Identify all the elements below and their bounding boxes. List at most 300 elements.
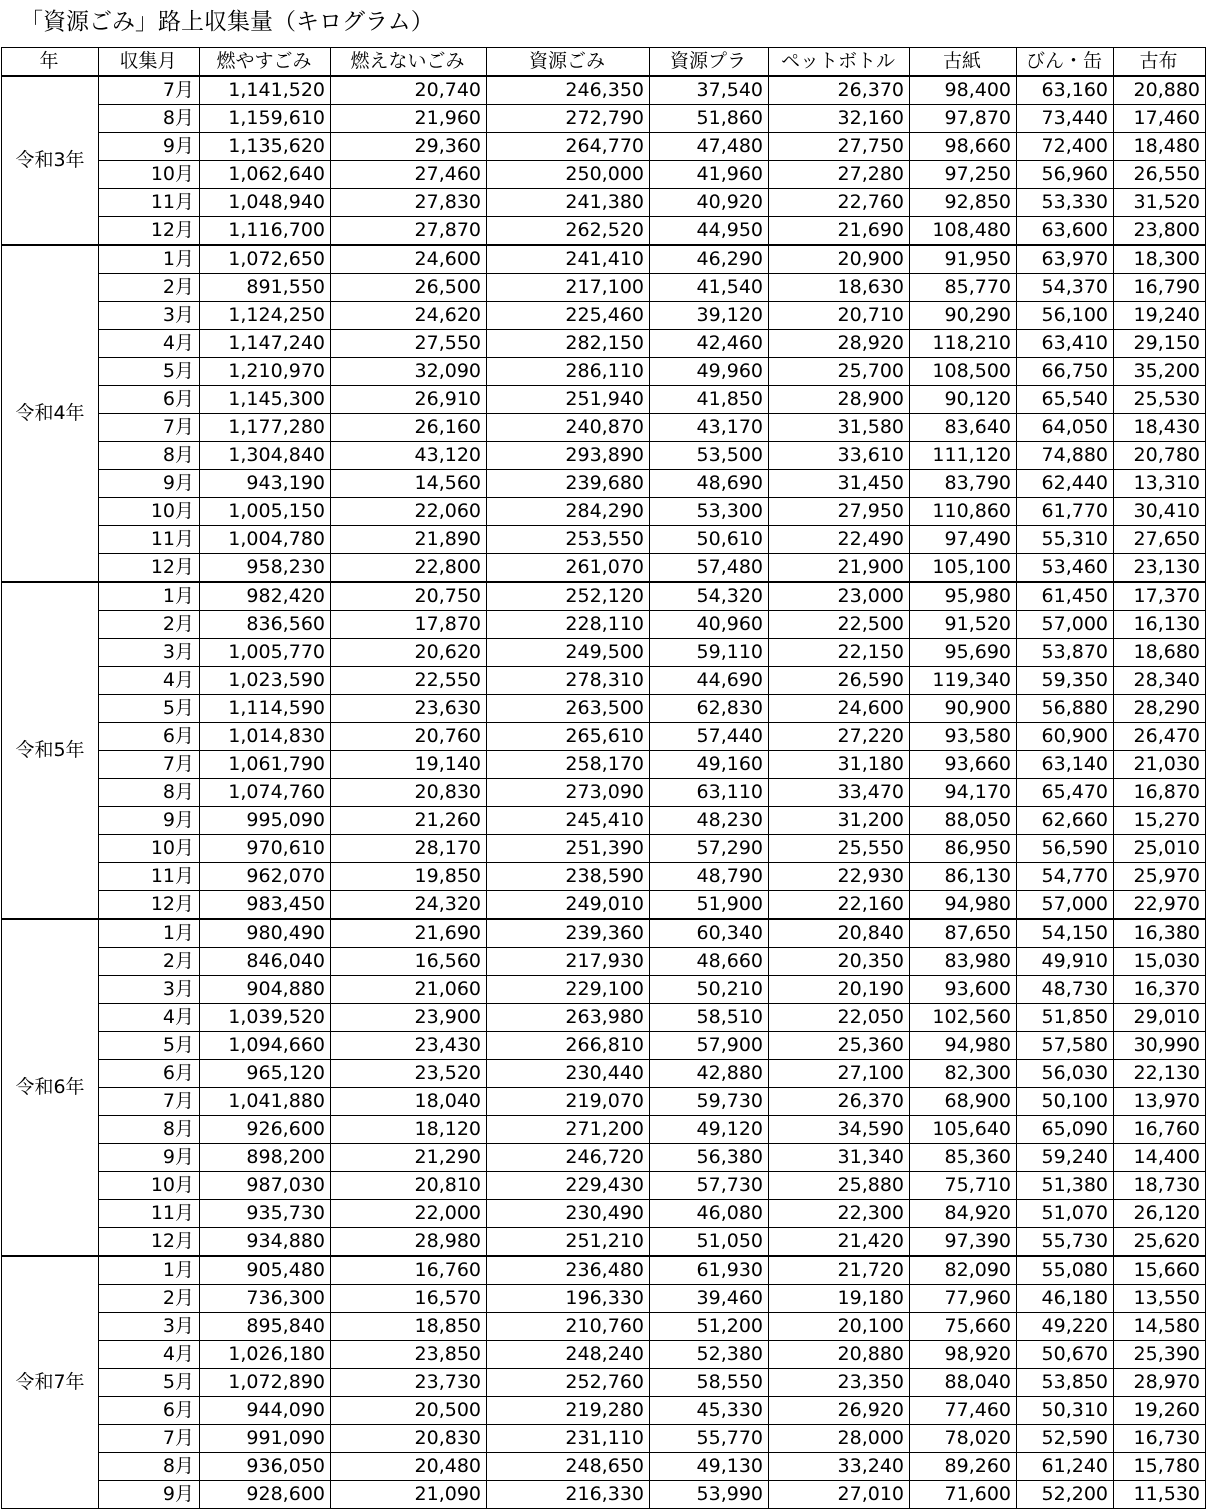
table-row — [2, 554, 1206, 583]
cell-paper: 105,100 — [910, 554, 1017, 583]
cell-non-burnable: 26,910 — [331, 386, 487, 414]
cell-resources: 248,650 — [487, 1453, 650, 1481]
table-row — [2, 1144, 1206, 1172]
cell-cloth: 23,130 — [1114, 554, 1206, 583]
cell-paper: 88,040 — [910, 1369, 1017, 1397]
cell-month: 11月 — [99, 1200, 200, 1228]
cell-paper: 77,960 — [910, 1285, 1017, 1313]
cell-bottles-cans: 53,460 — [1017, 554, 1114, 583]
header-row — [2, 48, 1206, 77]
cell-non-burnable: 29,360 — [331, 133, 487, 161]
cell-plastic: 46,080 — [650, 1200, 769, 1228]
cell-month: 8月 — [99, 105, 200, 133]
cell-plastic: 41,850 — [650, 386, 769, 414]
cell-cloth: 18,730 — [1114, 1172, 1206, 1200]
cell-non-burnable: 18,850 — [331, 1313, 487, 1341]
cell-plastic: 39,120 — [650, 302, 769, 330]
cell-plastic: 63,110 — [650, 779, 769, 807]
table-row — [2, 1172, 1206, 1200]
cell-pet-bottle: 31,180 — [769, 751, 910, 779]
table-row — [2, 245, 1206, 274]
cell-burnable: 944,090 — [200, 1397, 331, 1425]
cell-resources: 245,410 — [487, 807, 650, 835]
cell-paper: 93,600 — [910, 976, 1017, 1004]
cell-paper: 98,660 — [910, 133, 1017, 161]
header-cloth: 古布 — [1114, 48, 1206, 77]
cell-pet-bottle: 28,920 — [769, 330, 910, 358]
cell-resources: 251,940 — [487, 386, 650, 414]
cell-bottles-cans: 59,240 — [1017, 1144, 1114, 1172]
cell-plastic: 39,460 — [650, 1285, 769, 1313]
cell-non-burnable: 27,830 — [331, 189, 487, 217]
cell-cloth: 18,300 — [1114, 245, 1206, 274]
cell-pet-bottle: 20,900 — [769, 245, 910, 274]
cell-resources: 264,770 — [487, 133, 650, 161]
cell-pet-bottle: 25,700 — [769, 358, 910, 386]
table-row — [2, 835, 1206, 863]
cell-burnable: 962,070 — [200, 863, 331, 891]
cell-paper: 83,790 — [910, 470, 1017, 498]
cell-non-burnable: 26,160 — [331, 414, 487, 442]
cell-cloth: 26,470 — [1114, 723, 1206, 751]
cell-pet-bottle: 24,600 — [769, 695, 910, 723]
cell-cloth: 18,680 — [1114, 639, 1206, 667]
cell-cloth: 30,410 — [1114, 498, 1206, 526]
cell-paper: 98,920 — [910, 1341, 1017, 1369]
cell-burnable: 846,040 — [200, 948, 331, 976]
cell-paper: 90,290 — [910, 302, 1017, 330]
cell-cloth: 15,030 — [1114, 948, 1206, 976]
cell-plastic: 50,210 — [650, 976, 769, 1004]
table-row — [2, 274, 1206, 302]
table-row — [2, 1116, 1206, 1144]
cell-non-burnable: 27,460 — [331, 161, 487, 189]
cell-paper: 108,480 — [910, 217, 1017, 246]
cell-resources: 282,150 — [487, 330, 650, 358]
cell-paper: 119,340 — [910, 667, 1017, 695]
cell-resources: 246,350 — [487, 76, 650, 105]
cell-cloth: 17,460 — [1114, 105, 1206, 133]
cell-bottles-cans: 57,580 — [1017, 1032, 1114, 1060]
cell-non-burnable: 23,730 — [331, 1369, 487, 1397]
cell-month: 9月 — [99, 807, 200, 835]
cell-bottles-cans: 53,850 — [1017, 1369, 1114, 1397]
cell-non-burnable: 16,760 — [331, 1256, 487, 1285]
cell-cloth: 17,370 — [1114, 582, 1206, 611]
cell-bottles-cans: 50,100 — [1017, 1088, 1114, 1116]
cell-plastic: 44,690 — [650, 667, 769, 695]
cell-month: 10月 — [99, 835, 200, 863]
cell-pet-bottle: 25,550 — [769, 835, 910, 863]
cell-resources: 258,170 — [487, 751, 650, 779]
year-cell: 令和3年 — [2, 76, 99, 245]
cell-paper: 111,120 — [910, 442, 1017, 470]
cell-pet-bottle: 21,900 — [769, 554, 910, 583]
cell-cloth: 16,130 — [1114, 611, 1206, 639]
cell-non-burnable: 32,090 — [331, 358, 487, 386]
cell-paper: 83,640 — [910, 414, 1017, 442]
cell-bottles-cans: 56,590 — [1017, 835, 1114, 863]
cell-paper: 91,950 — [910, 245, 1017, 274]
cell-pet-bottle: 20,350 — [769, 948, 910, 976]
cell-pet-bottle: 26,590 — [769, 667, 910, 695]
cell-pet-bottle: 20,710 — [769, 302, 910, 330]
cell-cloth: 28,290 — [1114, 695, 1206, 723]
table-row — [2, 105, 1206, 133]
cell-resources: 240,870 — [487, 414, 650, 442]
cell-paper: 82,090 — [910, 1256, 1017, 1285]
cell-bottles-cans: 53,330 — [1017, 189, 1114, 217]
cell-month: 2月 — [99, 611, 200, 639]
cell-cloth: 16,790 — [1114, 274, 1206, 302]
cell-bottles-cans: 56,030 — [1017, 1060, 1114, 1088]
cell-non-burnable: 20,760 — [331, 723, 487, 751]
cell-resources: 236,480 — [487, 1256, 650, 1285]
cell-cloth: 27,650 — [1114, 526, 1206, 554]
cell-bottles-cans: 52,200 — [1017, 1481, 1114, 1509]
cell-cloth: 22,970 — [1114, 891, 1206, 920]
cell-month: 3月 — [99, 302, 200, 330]
cell-burnable: 905,480 — [200, 1256, 331, 1285]
cell-non-burnable: 23,900 — [331, 1004, 487, 1032]
cell-cloth: 26,120 — [1114, 1200, 1206, 1228]
cell-paper: 86,130 — [910, 863, 1017, 891]
cell-burnable: 987,030 — [200, 1172, 331, 1200]
cell-resources: 225,460 — [487, 302, 650, 330]
cell-cloth: 16,760 — [1114, 1116, 1206, 1144]
cell-bottles-cans: 46,180 — [1017, 1285, 1114, 1313]
cell-pet-bottle: 33,610 — [769, 442, 910, 470]
cell-burnable: 895,840 — [200, 1313, 331, 1341]
cell-cloth: 14,400 — [1114, 1144, 1206, 1172]
cell-resources: 272,790 — [487, 105, 650, 133]
cell-non-burnable: 20,830 — [331, 1425, 487, 1453]
cell-pet-bottle: 22,300 — [769, 1200, 910, 1228]
cell-burnable: 995,090 — [200, 807, 331, 835]
cell-cloth: 21,030 — [1114, 751, 1206, 779]
cell-plastic: 60,340 — [650, 919, 769, 948]
cell-burnable: 1,124,250 — [200, 302, 331, 330]
cell-non-burnable: 21,890 — [331, 526, 487, 554]
cell-resources: 263,500 — [487, 695, 650, 723]
cell-bottles-cans: 61,240 — [1017, 1453, 1114, 1481]
cell-resources: 252,120 — [487, 582, 650, 611]
cell-month: 12月 — [99, 217, 200, 246]
cell-pet-bottle: 31,340 — [769, 1144, 910, 1172]
table-row — [2, 1397, 1206, 1425]
cell-pet-bottle: 27,750 — [769, 133, 910, 161]
table-row — [2, 723, 1206, 751]
cell-plastic: 56,380 — [650, 1144, 769, 1172]
cell-month: 9月 — [99, 470, 200, 498]
cell-bottles-cans: 62,440 — [1017, 470, 1114, 498]
cell-resources: 239,360 — [487, 919, 650, 948]
cell-burnable: 935,730 — [200, 1200, 331, 1228]
cell-burnable: 1,004,780 — [200, 526, 331, 554]
cell-plastic: 48,230 — [650, 807, 769, 835]
cell-month: 7月 — [99, 414, 200, 442]
table-row — [2, 498, 1206, 526]
year-cell: 令和7年 — [2, 1256, 99, 1509]
cell-bottles-cans: 51,070 — [1017, 1200, 1114, 1228]
cell-pet-bottle: 27,100 — [769, 1060, 910, 1088]
cell-plastic: 59,110 — [650, 639, 769, 667]
table-row — [2, 1256, 1206, 1285]
table-row — [2, 1481, 1206, 1509]
page-title: 「資源ごみ」路上収集量（キログラム） — [20, 9, 434, 35]
cell-non-burnable: 17,870 — [331, 611, 487, 639]
cell-burnable: 1,135,620 — [200, 133, 331, 161]
cell-resources: 249,010 — [487, 891, 650, 920]
table-row — [2, 1004, 1206, 1032]
cell-plastic: 37,540 — [650, 76, 769, 105]
cell-month: 5月 — [99, 1032, 200, 1060]
cell-cloth: 19,240 — [1114, 302, 1206, 330]
cell-paper: 88,050 — [910, 807, 1017, 835]
cell-cloth: 16,370 — [1114, 976, 1206, 1004]
cell-pet-bottle: 33,240 — [769, 1453, 910, 1481]
cell-resources: 238,590 — [487, 863, 650, 891]
cell-burnable: 1,304,840 — [200, 442, 331, 470]
cell-burnable: 1,114,590 — [200, 695, 331, 723]
cell-paper: 89,260 — [910, 1453, 1017, 1481]
cell-bottles-cans: 55,310 — [1017, 526, 1114, 554]
cell-paper: 90,900 — [910, 695, 1017, 723]
cell-pet-bottle: 27,220 — [769, 723, 910, 751]
header-paper: 古紙 — [910, 48, 1017, 77]
cell-pet-bottle: 20,190 — [769, 976, 910, 1004]
cell-bottles-cans: 63,140 — [1017, 751, 1114, 779]
cell-paper: 105,640 — [910, 1116, 1017, 1144]
cell-month: 10月 — [99, 1172, 200, 1200]
cell-cloth: 25,970 — [1114, 863, 1206, 891]
cell-non-burnable: 23,430 — [331, 1032, 487, 1060]
cell-paper: 97,870 — [910, 105, 1017, 133]
cell-month: 2月 — [99, 948, 200, 976]
cell-bottles-cans: 53,870 — [1017, 639, 1114, 667]
year-cell: 令和5年 — [2, 582, 99, 919]
cell-cloth: 28,970 — [1114, 1369, 1206, 1397]
cell-non-burnable: 22,550 — [331, 667, 487, 695]
cell-resources: 284,290 — [487, 498, 650, 526]
cell-plastic: 55,770 — [650, 1425, 769, 1453]
table-row — [2, 807, 1206, 835]
cell-bottles-cans: 56,880 — [1017, 695, 1114, 723]
cell-bottles-cans: 54,770 — [1017, 863, 1114, 891]
table-row — [2, 863, 1206, 891]
cell-month: 11月 — [99, 526, 200, 554]
cell-pet-bottle: 34,590 — [769, 1116, 910, 1144]
collection-table — [1, 47, 1206, 1509]
cell-plastic: 53,990 — [650, 1481, 769, 1509]
cell-burnable: 943,190 — [200, 470, 331, 498]
cell-plastic: 49,960 — [650, 358, 769, 386]
cell-burnable: 1,210,970 — [200, 358, 331, 386]
cell-plastic: 44,950 — [650, 217, 769, 246]
table-row — [2, 358, 1206, 386]
cell-cloth: 22,130 — [1114, 1060, 1206, 1088]
cell-cloth: 35,200 — [1114, 358, 1206, 386]
table-row — [2, 76, 1206, 105]
table-row — [2, 976, 1206, 1004]
cell-bottles-cans: 57,000 — [1017, 611, 1114, 639]
cell-cloth: 20,880 — [1114, 76, 1206, 105]
cell-paper: 98,400 — [910, 76, 1017, 105]
table-row — [2, 386, 1206, 414]
table-row — [2, 667, 1206, 695]
cell-month: 2月 — [99, 1285, 200, 1313]
cell-pet-bottle: 31,580 — [769, 414, 910, 442]
cell-plastic: 51,900 — [650, 891, 769, 920]
cell-cloth: 18,430 — [1114, 414, 1206, 442]
cell-resources: 286,110 — [487, 358, 650, 386]
cell-burnable: 1,005,770 — [200, 639, 331, 667]
table-row — [2, 611, 1206, 639]
cell-bottles-cans: 48,730 — [1017, 976, 1114, 1004]
cell-non-burnable: 23,850 — [331, 1341, 487, 1369]
cell-burnable: 928,600 — [200, 1481, 331, 1509]
cell-paper: 93,580 — [910, 723, 1017, 751]
cell-bottles-cans: 65,470 — [1017, 779, 1114, 807]
cell-resources: 271,200 — [487, 1116, 650, 1144]
cell-resources: 217,100 — [487, 274, 650, 302]
cell-non-burnable: 20,740 — [331, 76, 487, 105]
header-bottles-cans: びん・缶 — [1017, 48, 1114, 77]
cell-resources: 262,520 — [487, 217, 650, 246]
cell-non-burnable: 21,690 — [331, 919, 487, 948]
cell-month: 4月 — [99, 667, 200, 695]
cell-cloth: 16,870 — [1114, 779, 1206, 807]
cell-paper: 118,210 — [910, 330, 1017, 358]
cell-bottles-cans: 61,770 — [1017, 498, 1114, 526]
cell-pet-bottle: 21,720 — [769, 1256, 910, 1285]
cell-non-burnable: 27,550 — [331, 330, 487, 358]
cell-paper: 97,250 — [910, 161, 1017, 189]
cell-burnable: 1,072,890 — [200, 1369, 331, 1397]
cell-paper: 93,660 — [910, 751, 1017, 779]
cell-burnable: 1,023,590 — [200, 667, 331, 695]
table-row — [2, 470, 1206, 498]
cell-month: 4月 — [99, 1341, 200, 1369]
cell-paper: 94,980 — [910, 891, 1017, 920]
cell-plastic: 41,540 — [650, 274, 769, 302]
header-month: 収集月 — [99, 48, 200, 77]
cell-pet-bottle: 20,840 — [769, 919, 910, 948]
cell-pet-bottle: 25,360 — [769, 1032, 910, 1060]
cell-pet-bottle: 22,500 — [769, 611, 910, 639]
cell-burnable: 1,159,610 — [200, 105, 331, 133]
cell-paper: 95,980 — [910, 582, 1017, 611]
cell-non-burnable: 18,040 — [331, 1088, 487, 1116]
cell-pet-bottle: 31,450 — [769, 470, 910, 498]
cell-paper: 75,660 — [910, 1313, 1017, 1341]
cell-burnable: 970,610 — [200, 835, 331, 863]
cell-pet-bottle: 23,350 — [769, 1369, 910, 1397]
cell-plastic: 41,960 — [650, 161, 769, 189]
cell-burnable: 1,062,640 — [200, 161, 331, 189]
cell-pet-bottle: 27,280 — [769, 161, 910, 189]
cell-non-burnable: 21,260 — [331, 807, 487, 835]
cell-paper: 110,860 — [910, 498, 1017, 526]
cell-month: 7月 — [99, 1425, 200, 1453]
cell-resources: 253,550 — [487, 526, 650, 554]
cell-month: 3月 — [99, 639, 200, 667]
cell-non-burnable: 26,500 — [331, 274, 487, 302]
cell-bottles-cans: 49,910 — [1017, 948, 1114, 976]
cell-pet-bottle: 31,200 — [769, 807, 910, 835]
cell-bottles-cans: 65,090 — [1017, 1116, 1114, 1144]
cell-cloth: 16,380 — [1114, 919, 1206, 948]
table-row — [2, 891, 1206, 920]
cell-paper: 94,170 — [910, 779, 1017, 807]
cell-month: 1月 — [99, 1256, 200, 1285]
cell-paper: 97,490 — [910, 526, 1017, 554]
cell-paper: 82,300 — [910, 1060, 1017, 1088]
cell-month: 10月 — [99, 498, 200, 526]
cell-month: 6月 — [99, 1397, 200, 1425]
cell-paper: 83,980 — [910, 948, 1017, 976]
cell-cloth: 16,730 — [1114, 1425, 1206, 1453]
cell-non-burnable: 20,810 — [331, 1172, 487, 1200]
cell-resources: 246,720 — [487, 1144, 650, 1172]
cell-resources: 263,980 — [487, 1004, 650, 1032]
cell-burnable: 1,145,300 — [200, 386, 331, 414]
cell-month: 1月 — [99, 919, 200, 948]
cell-month: 12月 — [99, 891, 200, 920]
table-row — [2, 1453, 1206, 1481]
table-row — [2, 1088, 1206, 1116]
cell-non-burnable: 20,500 — [331, 1397, 487, 1425]
cell-burnable: 836,560 — [200, 611, 331, 639]
table-body — [2, 76, 1206, 1509]
cell-pet-bottle: 22,490 — [769, 526, 910, 554]
cell-non-burnable: 23,520 — [331, 1060, 487, 1088]
cell-cloth: 11,530 — [1114, 1481, 1206, 1509]
cell-paper: 75,710 — [910, 1172, 1017, 1200]
cell-resources: 228,110 — [487, 611, 650, 639]
cell-pet-bottle: 27,010 — [769, 1481, 910, 1509]
cell-resources: 266,810 — [487, 1032, 650, 1060]
cell-paper: 97,390 — [910, 1228, 1017, 1257]
cell-pet-bottle: 26,370 — [769, 1088, 910, 1116]
cell-month: 4月 — [99, 1004, 200, 1032]
cell-bottles-cans: 50,670 — [1017, 1341, 1114, 1369]
cell-plastic: 53,300 — [650, 498, 769, 526]
cell-paper: 85,770 — [910, 274, 1017, 302]
cell-non-burnable: 21,090 — [331, 1481, 487, 1509]
cell-plastic: 57,440 — [650, 723, 769, 751]
cell-non-burnable: 21,060 — [331, 976, 487, 1004]
cell-pet-bottle: 20,880 — [769, 1341, 910, 1369]
cell-month: 7月 — [99, 751, 200, 779]
cell-non-burnable: 22,060 — [331, 498, 487, 526]
cell-non-burnable: 24,320 — [331, 891, 487, 920]
cell-paper: 77,460 — [910, 1397, 1017, 1425]
cell-month: 10月 — [99, 161, 200, 189]
cell-burnable: 926,600 — [200, 1116, 331, 1144]
cell-plastic: 54,320 — [650, 582, 769, 611]
cell-bottles-cans: 51,850 — [1017, 1004, 1114, 1032]
cell-pet-bottle: 22,930 — [769, 863, 910, 891]
cell-burnable: 736,300 — [200, 1285, 331, 1313]
table-row — [2, 161, 1206, 189]
cell-plastic: 61,930 — [650, 1256, 769, 1285]
cell-resources: 229,430 — [487, 1172, 650, 1200]
cell-burnable: 936,050 — [200, 1453, 331, 1481]
cell-pet-bottle: 28,000 — [769, 1425, 910, 1453]
cell-pet-bottle: 22,760 — [769, 189, 910, 217]
cell-month: 7月 — [99, 1088, 200, 1116]
